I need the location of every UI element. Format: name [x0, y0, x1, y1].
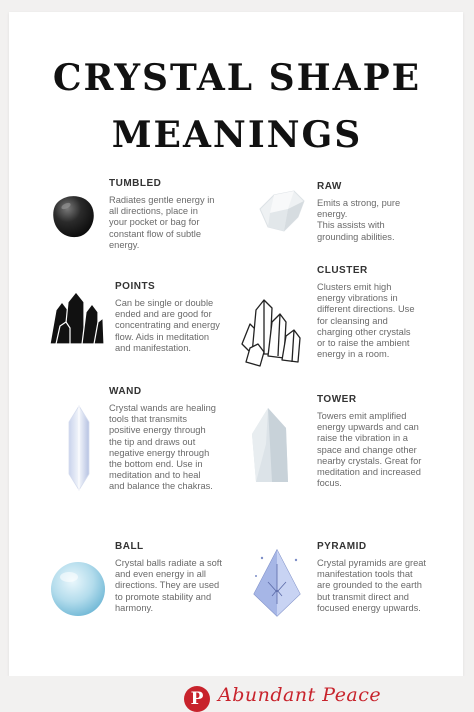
section-heading: WAND: [109, 386, 142, 397]
wand-crystal-icon: [65, 404, 93, 492]
section-heading: PYRAMID: [317, 541, 367, 552]
section-heading: TUMBLED: [109, 178, 162, 189]
pyramid-section: [317, 541, 447, 614]
page-title-line2: MEANINGS: [111, 114, 363, 156]
tower-crystal-icon: [246, 404, 294, 484]
cluster-section: [317, 265, 447, 360]
section-description: Can be single or double ended and are good for concentrating and energy flow. Aids in meditation and manifestation.: [115, 298, 220, 353]
cluster-crystal-icon: [238, 296, 308, 368]
section-description: Crystal wands are healing tools that transmits positive energy through the tip and draws out negative energy through the bottom end. Use in meditation and to heal and balance the chakras.: [109, 403, 216, 492]
crystal-ball-icon: [49, 560, 107, 618]
wand-section: [109, 386, 239, 493]
points-crystal-icon: [46, 288, 106, 348]
section-description: Clusters emit high energy vibrations in different directions. Use for cleansing and charging other crystals or to raise the ambient energy in a room.: [317, 282, 415, 360]
section-description: Towers emit amplified energy upwards and can raise the vibration in a space and change other nearby crystals. Great for meditation and increased focus.: [317, 411, 422, 489]
section-heading: TOWER: [317, 394, 357, 405]
raw-crystal-icon: [254, 187, 310, 239]
section-heading: CLUSTER: [317, 265, 368, 276]
points-section: [115, 281, 241, 354]
brand-name[interactable]: Abundant Peace: [218, 684, 382, 706]
pinterest-icon[interactable]: P: [184, 686, 210, 712]
tower-section: [317, 394, 447, 489]
ball-section: [115, 541, 245, 614]
section-heading: RAW: [317, 181, 342, 192]
tumbled-section: [109, 178, 234, 251]
section-heading: POINTS: [115, 281, 156, 292]
page-title-line1: CRYSTAL SHAPE: [52, 57, 422, 99]
pyramid-crystal-icon: [248, 546, 306, 620]
tumbled-stone-icon: [51, 193, 97, 239]
section-description: Crystal balls radiate a soft and even energy in all directions. They are used to promote stability and harmony.: [115, 558, 222, 613]
section-description: Emits a strong, pure energy. This assists with grounding abilities.: [317, 198, 401, 242]
section-description: Crystal pyramids are great manifestation tools that are grounded to the earth but transmit direct and focused energy upwards.: [317, 558, 427, 613]
raw-section: [317, 181, 447, 243]
section-heading: BALL: [115, 541, 144, 552]
section-description: Radiates gentle energy in all directions, place in your pocket or bag for constant flow of subtle energy.: [109, 195, 215, 250]
